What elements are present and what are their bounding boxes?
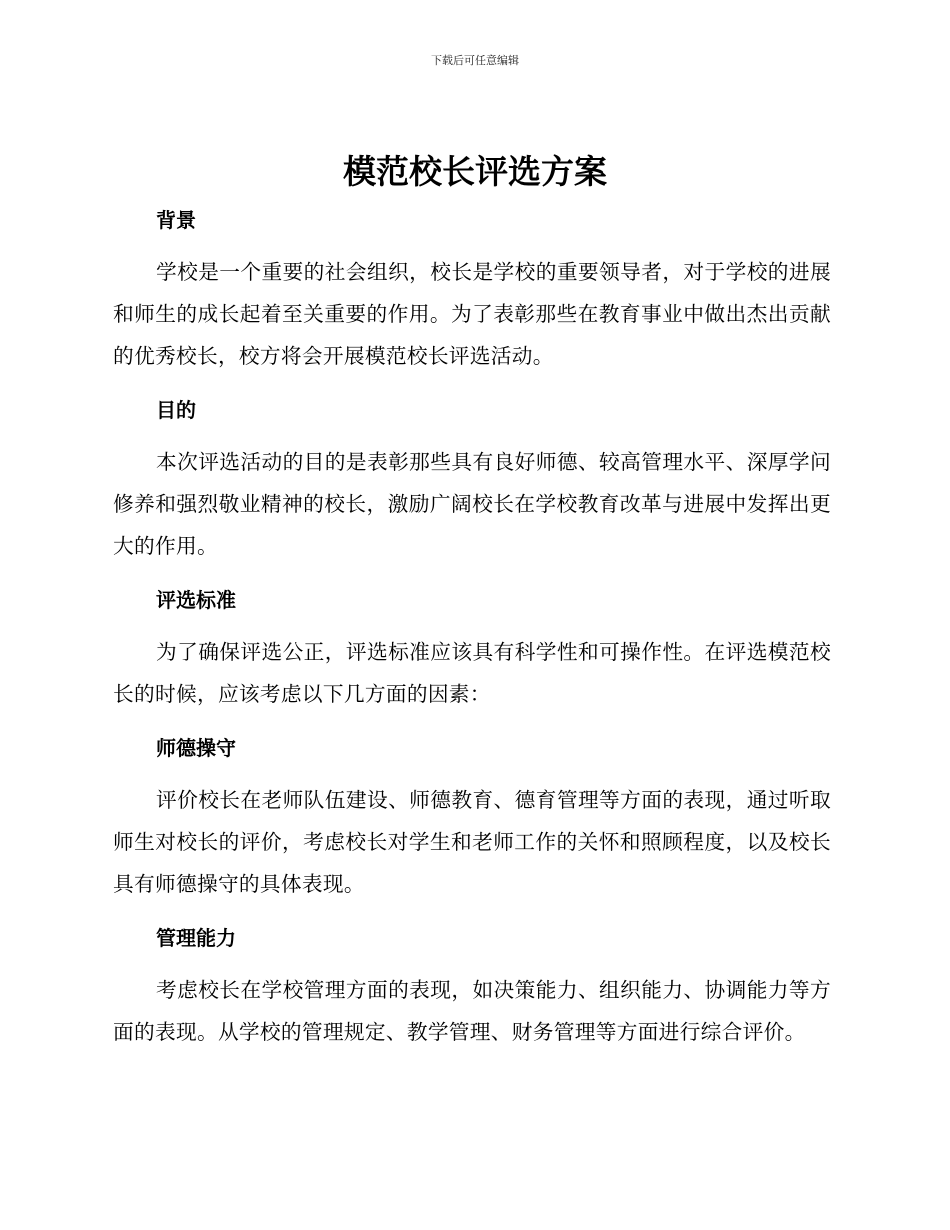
section-heading: 评选标准 <box>156 588 236 612</box>
section-heading: 背景 <box>156 208 196 232</box>
section-paragraph: 评价校长在老师队伍建设、师德教育、德育管理等方面的表现，通过听取师生对校长的评价，考虑校长对学生和老师工作的关怀和照顾程度，以及校长具有师德操守的具体表现。 <box>113 788 831 896</box>
section-management <box>113 918 831 1053</box>
section-ethics <box>113 728 831 905</box>
section-background <box>113 200 831 377</box>
section-paragraph: 本次评选活动的目的是表彰那些具有良好师德、较高管理水平、深厚学问修养和强烈敬业精神的校长，激励广阔校长在学校教育改革与进展中发挥出更大的作用。 <box>113 450 831 558</box>
section-paragraph: 考虑校长在学校管理方面的表现，如决策能力、组织能力、协调能力等方面的表现。从学校的管理规定、教学管理、财务管理等方面进行综合评价。 <box>113 978 831 1044</box>
header-note: 下载后可任意编辑 <box>431 54 519 67</box>
section-heading: 师德操守 <box>156 736 236 760</box>
section-heading: 目的 <box>156 398 196 422</box>
document-title: 模范校长评选方案 <box>343 152 607 191</box>
section-paragraph: 为了确保评选公正，评选标准应该具有科学性和可操作性。在评选模范校长的时候，应该考虑以下几方面的因素： <box>113 640 831 706</box>
document-body <box>113 200 831 1066</box>
section-purpose <box>113 390 831 567</box>
section-criteria <box>113 580 831 715</box>
section-paragraph: 学校是一个重要的社会组织，校长是学校的重要领导者，对于学校的进展和师生的成长起着至关重要的作用。为了表彰那些在教育事业中做出杰出贡献的优秀校长，校方将会开展模范校长评选活动。 <box>113 260 831 368</box>
section-heading: 管理能力 <box>156 926 236 950</box>
